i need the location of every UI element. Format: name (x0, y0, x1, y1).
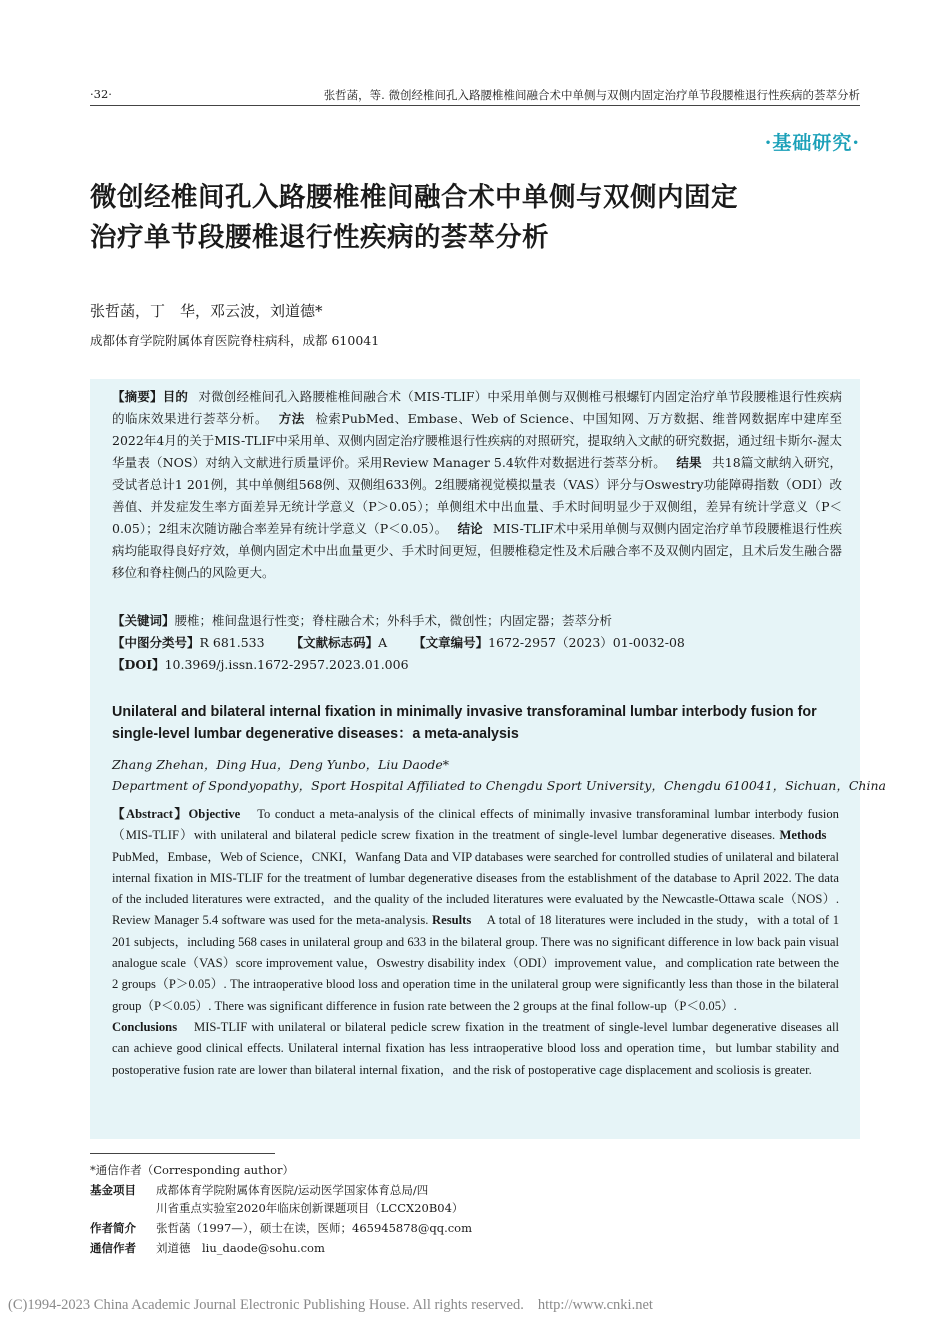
running-header (90, 87, 860, 106)
title-line-2: 治疗单节段腰椎退行性疾病的荟萃分析 (90, 222, 549, 253)
article-title (90, 178, 870, 258)
en-results-text: A total of 18 literatures were included in the study，with a total of 1 201 subjects，including 568 cases in unilateral group and 633 in the bilateral group. There was no significant difference in low back pain visual analogue scale（VAS）score improvement value，Oswestry disability index（ODI）improvement value，and complication rate between the 2 groups（P＞0.05）. The intraoperative blood loss and operation time in the unilateral group were significantly less than those in the bilateral group（P＜0.05）. There was significant difference in fusion rate between the 2 groups at the final follow-up（P＜0.05）. (112, 913, 839, 1013)
keywords-label: 【关键词】 (112, 613, 175, 628)
methods-label: 方法 (278, 411, 305, 426)
en-methods-label: Methods (779, 828, 827, 843)
doi-value: 10.3969/j.issn.1672-2957.2023.01.006 (164, 657, 409, 672)
corresponding-footnote (90, 1239, 325, 1257)
author-footnote (90, 1219, 472, 1237)
results-text: 共18篇文献纳入研究，受试者总计1 201例，其中单侧组568例、双侧组633例。2组腰痛视觉模拟量表（VAS）评分与Oswestry功能障碍指数（ODI）改善值、并发症发生率方面差异无统计学意义（P＞0.05）；单侧组术中出血量、手术时间明显少于双侧组，差异有统计学意义（P＜0.05）；2组末次随访融合率差异有统计学意义（P＜0.05）。 (112, 455, 842, 536)
abstract-box (90, 379, 886, 1139)
conclusions-label: 结论 (457, 521, 483, 536)
english-abstract (112, 804, 839, 1081)
copyright-watermark (8, 1297, 653, 1314)
conclusions-text: MIS-TLIF术中采用单侧与双侧内固定治疗单节段腰椎退行性疾病均能取得良好疗效，单侧内固定术中出血量更少、手术时间更短，但腰椎稳定性及术后融合率不及双侧内固定，且术后发生融合器移位和脊柱侧凸的风险更大。 (112, 521, 842, 580)
clc-label: 【中图分类号】 (112, 635, 200, 650)
methods-text: 检索PubMed、Embase、Web of Science、中国知网、万方数据、维普网数据库中建库至2022年4月的关于MIS-TLIF中采用单、双侧内固定治疗腰椎退行性疾病的对照研究，提取纳入文献的研究数据，通过纽卡斯尔-渥太华量表（NOS）对纳入文献进行质量评价。采用Review Manager 5.4软件对数据进行荟萃分析。 (112, 411, 842, 470)
fund-text-line-1: 成都体育学院附属体育医院/运动医学国家体育总局/四 (156, 1183, 429, 1197)
doi-line (112, 655, 842, 673)
en-conclusions-label: Conclusions (112, 1019, 178, 1034)
author-info-text: 张哲菡（1997—），硕士在读，医师；465945878@qq.com (156, 1221, 473, 1235)
english-authors: Zhang Zhehan，Ding Hua，Deng Yunbo，Liu Daode* (112, 757, 450, 772)
en-objective-label: Objective (188, 807, 241, 821)
corresponding-text: 刘道德 liu_daode@sohu.com (156, 1241, 325, 1255)
doi-label: 【DOI】 (112, 657, 165, 672)
en-abstract-label: 【Abstract】 (112, 807, 189, 821)
affiliation: 成都体育学院附属体育医院脊柱病科，成都 610041 (90, 333, 380, 348)
en-objective-text: To conduct a meta-analysis of the clinical effects of minimally invasive transforaminal lumbar interbody fusion（MIS-TLIF）with unilateral and bilateral pedicle screw fixation in the treatment of single-level lumbar degenerative diseases. (112, 807, 839, 843)
author-list: 张哲菡，丁 华，邓云波，刘道德* (90, 302, 323, 320)
en-conclusions-text: MIS-TLIF with unilateral or bilateral pedicle screw fixation in the treatment of single-level lumbar degenerative diseases all can achieve good clinical effects. Unilateral internal fixation has less intraoperative blood loss and operation time，but lumbar stability and postoperative fusion rate are lower than bilateral internal fixation，and the risk of postoperative cage displacement and scoliosis is greater. (112, 1019, 839, 1077)
english-affiliation: Department of Spondyopathy，Sport Hospital Affiliated to Chengdu Sport University，Chengdu 610041，Sichuan，China (112, 778, 886, 793)
footnote-divider (90, 1153, 275, 1154)
fund-text-line-2: 川省重点实验室2020年临床创新课题项目（LCCX20B04） (156, 1201, 464, 1215)
author-info-label: 作者简介 (90, 1221, 136, 1235)
running-title: 张哲菡，等. 微创经椎间孔入路腰椎椎间融合术中单侧与双侧内固定治疗单节段腰椎退行性疾病的荟萃分析 (323, 88, 860, 102)
keywords-line (112, 611, 842, 629)
objective-text: 对微创经椎间孔入路腰椎椎间融合术（MIS-TLIF）中采用单侧与双侧椎弓根螺钉内固定治疗单节段腰椎退行性疾病的临床效果进行荟萃分析。 (112, 389, 842, 426)
cnki-url: http://www.cnki.net (537, 1297, 653, 1313)
page-number: ·32· (90, 87, 112, 101)
results-label: 结果 (676, 455, 702, 470)
corresponding-label: 通信作者 (90, 1241, 136, 1255)
clc-value: R 681.533 (199, 635, 265, 650)
corresponding-note: *通信作者（Corresponding author） (90, 1163, 295, 1177)
keywords-text: 腰椎；椎间盘退行性变；脊柱融合术；外科手术，微创性；内固定器；荟萃分析 (174, 613, 613, 628)
doc-code-value: A (378, 635, 388, 650)
section-label: ·基础研究· (764, 132, 860, 154)
article-no-label: 【文章编号】 (413, 635, 489, 650)
en-results-label: Results (432, 913, 472, 928)
copyright-text: (C)1994-2023 China Academic Journal Electronic Publishing House. All rights reserved. (8, 1297, 524, 1313)
classification-line (112, 633, 842, 651)
doc-code-label: 【文献标志码】 (290, 635, 379, 650)
objective-label: 目的 (162, 389, 189, 404)
article-no-value: 1672-2957（2023）01-0032-08 (488, 635, 685, 650)
chinese-abstract (112, 386, 842, 584)
abstract-label: 【摘要】 (112, 389, 163, 404)
fund-footnote (90, 1181, 463, 1217)
en-methods-text: PubMed，Embase，Web of Science，CNKI，Wanfang Data and VIP databases were searched for controlled studies of unilateral and bilateral internal fixation in MIS-TLIF for the treatment of lumbar degenerative diseases from the establishment of the database to April 2022. The data of the included literatures were extracted，and the quality of the included literatures were evaluated by the Newcastle-Ottawa scale（NOS）. Review Manager 5.4 software was used for the meta-analysis. (112, 849, 839, 928)
title-line-1: 微创经椎间孔入路腰椎椎间融合术中单侧与双侧内固定 (90, 182, 738, 213)
english-title: Unilateral and bilateral internal fixation in minimally invasive transforaminal lumbar interbody fusion for single-level lumbar degenerative diseases：a meta-analysis (112, 704, 817, 742)
fund-label: 基金项目 (90, 1183, 136, 1197)
